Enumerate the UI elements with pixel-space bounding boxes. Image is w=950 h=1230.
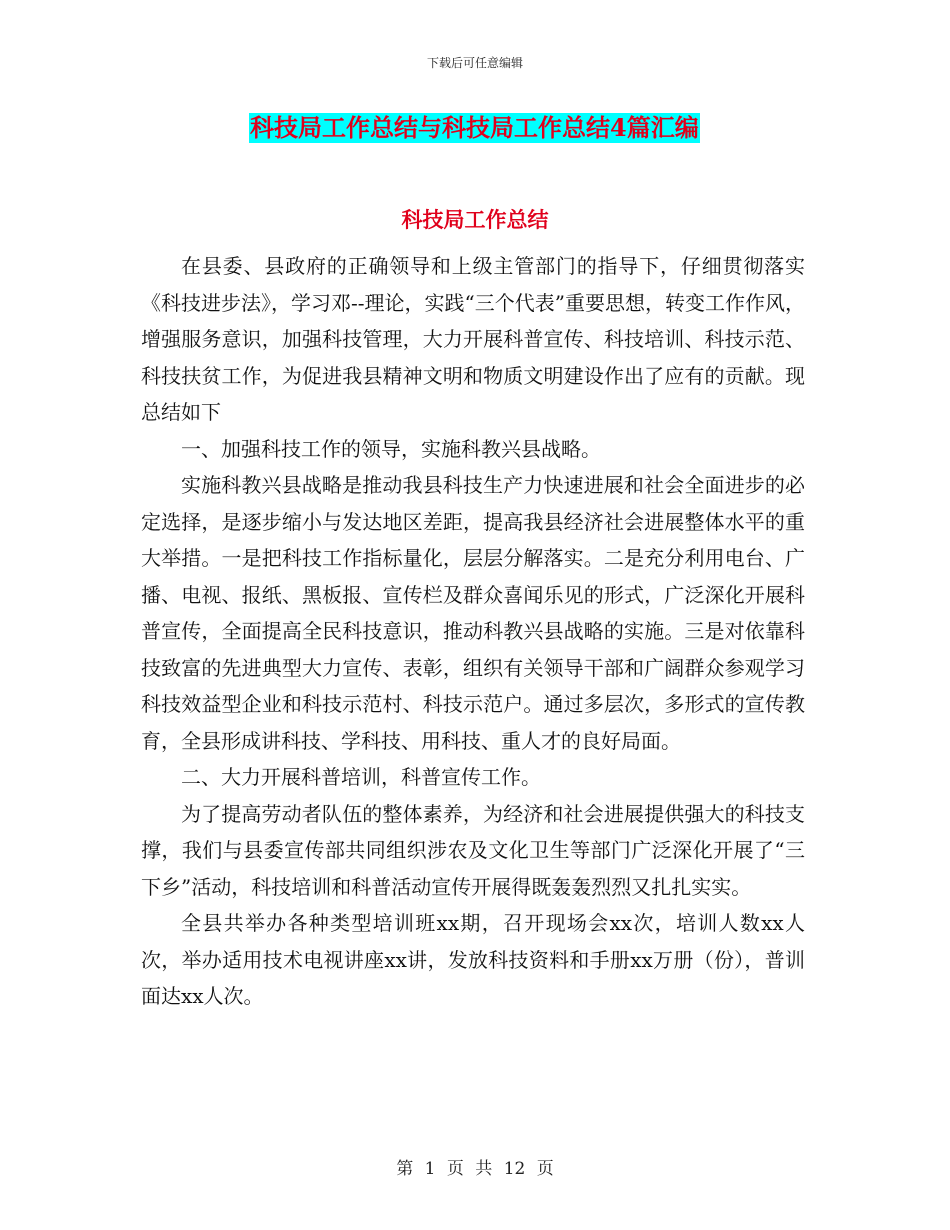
document-body [141, 248, 805, 1015]
page-footer: 第 1 页 共 12 页 [396, 1159, 554, 1179]
paragraph-heading-2: 二、大力开展科普培训，科普宣传工作。 [181, 765, 541, 789]
paragraph-strategy: 实施科教兴县战略是推动我县科技生产力快速进展和社会全面进步的必定选择，是逐步缩小与发达地区差距，提高我县经济社会进展整体水平的重大举措。一是把科技工作指标量化，层层分解落实。二是充分利用电台、广播、电视、报纸、黑板报、宣传栏及群众喜闻乐见的形式，广泛深化开展科普宣传，全面提高全民科技意识，推动科教兴县战略的实施。三是对依靠科技致富的先进典型大力宣传、表彰，组织有关领导干部和广阔群众参观学习科技效益型企业和科技示范村、科技示范户。通过多层次，多形式的宣传教育，全县形成讲科技、学科技、用科技、重人才的良好局面。 [141, 473, 805, 753]
paragraph-heading-1: 一、加强科技工作的领导，实施科教兴县战略。 [181, 436, 601, 461]
paragraph-intro: 在县委、县政府的正确领导和上级主管部门的指导下，仔细贯彻落实《科技进步法》，学习邓--理论，实践“三个代表”重要思想，转变工作作风，增强服务意识，加强科技管理，大力开展科普宣传、科技培训、科技示范、科技扶贫工作，为促进我县精神文明和物质文明建设作出了应有的贡献。现总结如下 [141, 254, 805, 424]
document-title: 科技局工作总结与科技局工作总结4篇汇编 [250, 113, 699, 142]
paragraph-statistics: 全县共举办各种类型培训班xx期，召开现场会xx次，培训人数xx人次，举办适用技术电视讲座xx讲，发放科技资料和手册xx万册（份），普训面达xx人次。 [141, 911, 805, 1008]
paragraph-training: 为了提高劳动者队伍的整体素养，为经济和社会进展提供强大的科技支撑，我们与县委宣传部共同组织涉农及文化卫生等部门广泛深化开展了“三下乡”活动，科技培训和科普活动宣传开展得既轰轰烈烈又扎扎实实。 [141, 801, 805, 899]
section-title: 科技局工作总结 [401, 207, 549, 232]
page-header-note: 下载后可任意编辑 [426, 56, 523, 70]
